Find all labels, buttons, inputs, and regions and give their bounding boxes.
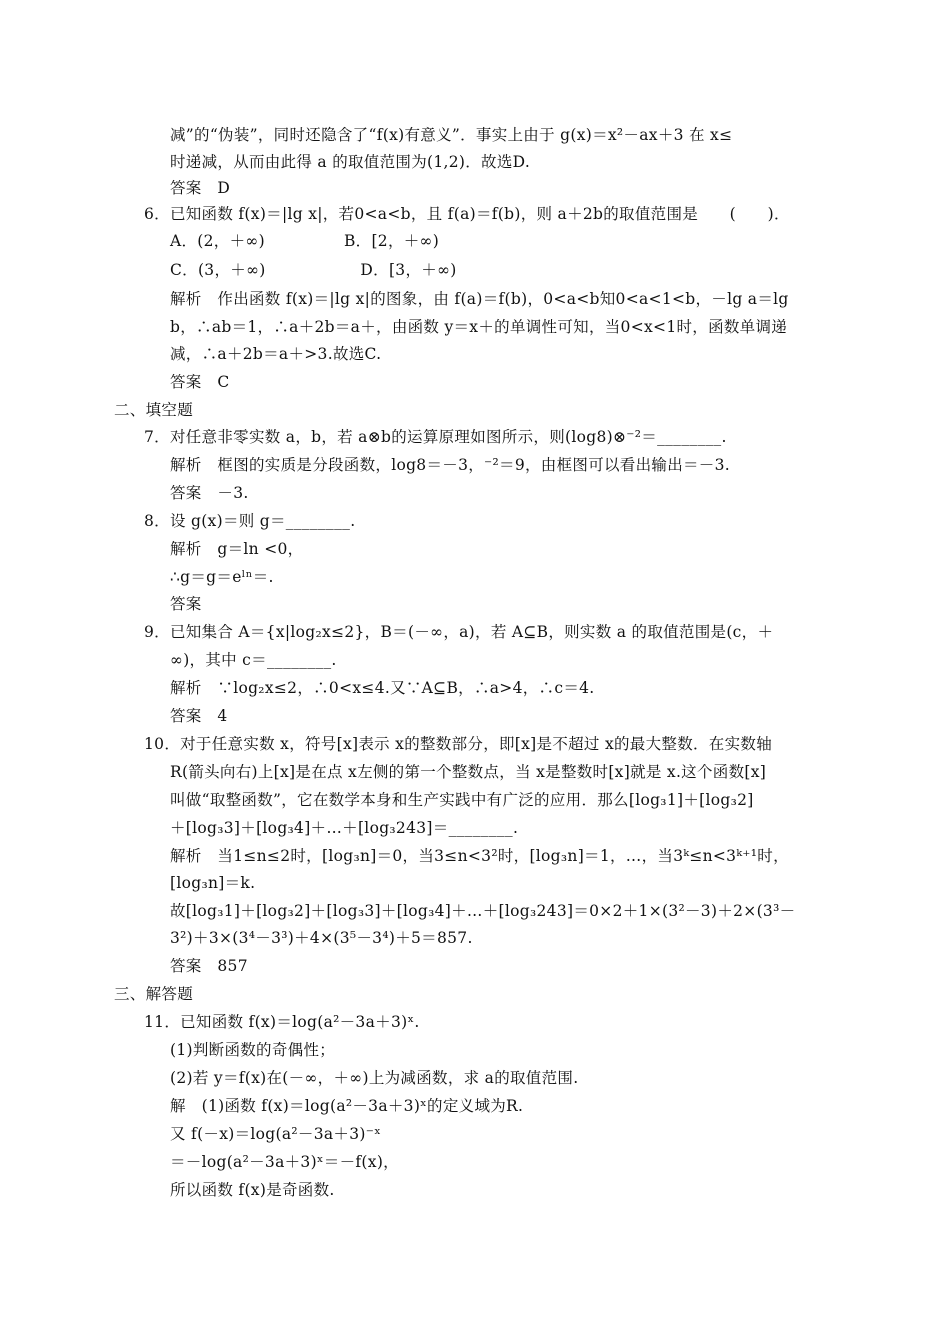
text-line: R(箭头向右)上[x]是在点 x左侧的第一个整数点，当 x是整数时[x]就是 x.这个函数[x] (170, 763, 767, 781)
option-line: A．(2，＋∞) B．[2，＋∞) (170, 232, 440, 250)
text-line: [log₃n]＝k. (170, 874, 256, 892)
question-line: 6．已知函数 f(x)＝|lg x|，若0<a<b，且 f(a)＝f(b)，则 a＋2b的取值范围是 ( )． (144, 205, 790, 223)
section-heading: 二、填空题 (114, 401, 194, 419)
question-line: 11．已知函数 f(x)＝log(a²－3a＋3)ˣ. (144, 1013, 420, 1031)
text-line: ＋[log₃3]＋[log₃4]＋…＋[log₃243]＝________. (170, 819, 519, 837)
text-line: 解析 g＝ln <0， (170, 540, 304, 558)
text-line: ∴g＝g＝eˡⁿ＝. (170, 568, 274, 586)
answer-line: 答案 －3. (170, 484, 249, 502)
answer-line: 答案 4 (170, 707, 228, 725)
text-line: 解析 框图的实质是分段函数，log8＝－3，⁻²＝9，由框图可以看出输出＝－3. (170, 456, 730, 474)
text-line: 解析 ∵log₂x≤2，∴0<x≤4.又∵A⊆B，∴a>4，∴c＝4. (170, 679, 595, 697)
question-line: 10．对于任意实数 x，符号[x]表示 x的整数部分，即[x]是不超过 x的最大整数．在实数轴 (144, 735, 773, 753)
text-line: 解 (1)函数 f(x)＝log(a²－3a＋3)ˣ的定义域为R. (170, 1097, 524, 1115)
section-heading: 三、解答题 (114, 985, 194, 1003)
text-line: 3²)＋3×(3⁴－3³)＋4×(3⁵－3⁴)＋5＝857. (170, 929, 473, 947)
answer-line: 答案 857 (170, 957, 248, 975)
question-line: 7．对任意非零实数 a，b，若 a⊗b的运算原理如图所示，则(log8)⊗⁻²＝________. (144, 428, 727, 446)
text-line: 减”的“伪装”，同时还隐含了“f(x)有意义”．事实上由于 g(x)＝x²－ax＋3 在 x≤ (170, 126, 733, 144)
option-line: C．(3，＋∞) D．[3，＋∞) (170, 261, 457, 279)
text-line: ∞)，其中 c＝________. (170, 651, 337, 669)
answer-line: 答案 C (170, 373, 230, 391)
text-line: 故[log₃1]＋[log₃2]＋[log₃3]＋[log₃4]＋…＋[log₃243]＝0×2＋1×(3²－3)＋2×(3³－ (170, 902, 796, 920)
text-line: 所以函数 f(x)是奇函数. (170, 1181, 335, 1199)
text-line: 又 f(－x)＝log(a²－3a＋3)⁻ˣ (170, 1125, 382, 1143)
text-line: 叫做“取整函数”，它在数学本身和生产实践中有广泛的应用．那么[log₃1]＋[log₃2] (170, 791, 754, 809)
text-line: (1)判断函数的奇偶性； (170, 1041, 336, 1059)
answer-line: 答案 D (170, 179, 231, 197)
question-line: 8．设 g(x)＝则 g＝________. (144, 512, 356, 530)
text-line: 减，∴a＋2b＝a＋>3.故选C. (170, 345, 382, 363)
answer-line: 答案 (170, 595, 202, 613)
question-line: 9．已知集合 A＝{x|log₂x≤2}，B＝(－∞，a)，若 A⊆B，则实数 a 的取值范围是(c，＋ (144, 623, 774, 641)
text-line: (2)若 y＝f(x)在(－∞，＋∞)上为减函数，求 a的取值范围. (170, 1069, 579, 1087)
text-line: 解析 作出函数 f(x)＝|lg x|的图象，由 f(a)＝f(b)，0<a<b知0<a<1<b，－lg a＝lg (170, 290, 789, 308)
text-line: 时递减，从而由此得 a 的取值范围为(1,2)．故选D. (170, 153, 531, 171)
text-line: 解析 当1≤n≤2时，[log₃n]＝0，当3≤n<3²时，[log₃n]＝1，…，当3ᵏ≤n<3ᵏ⁺¹时， (170, 847, 789, 865)
text-line: b，∴ab＝1，∴a＋2b＝a＋，由函数 y＝x＋的单调性可知，当0<x<1时，函数单调递 (170, 318, 788, 336)
text-line: ＝－log(a²－3a＋3)ˣ＝－f(x)， (170, 1153, 399, 1171)
